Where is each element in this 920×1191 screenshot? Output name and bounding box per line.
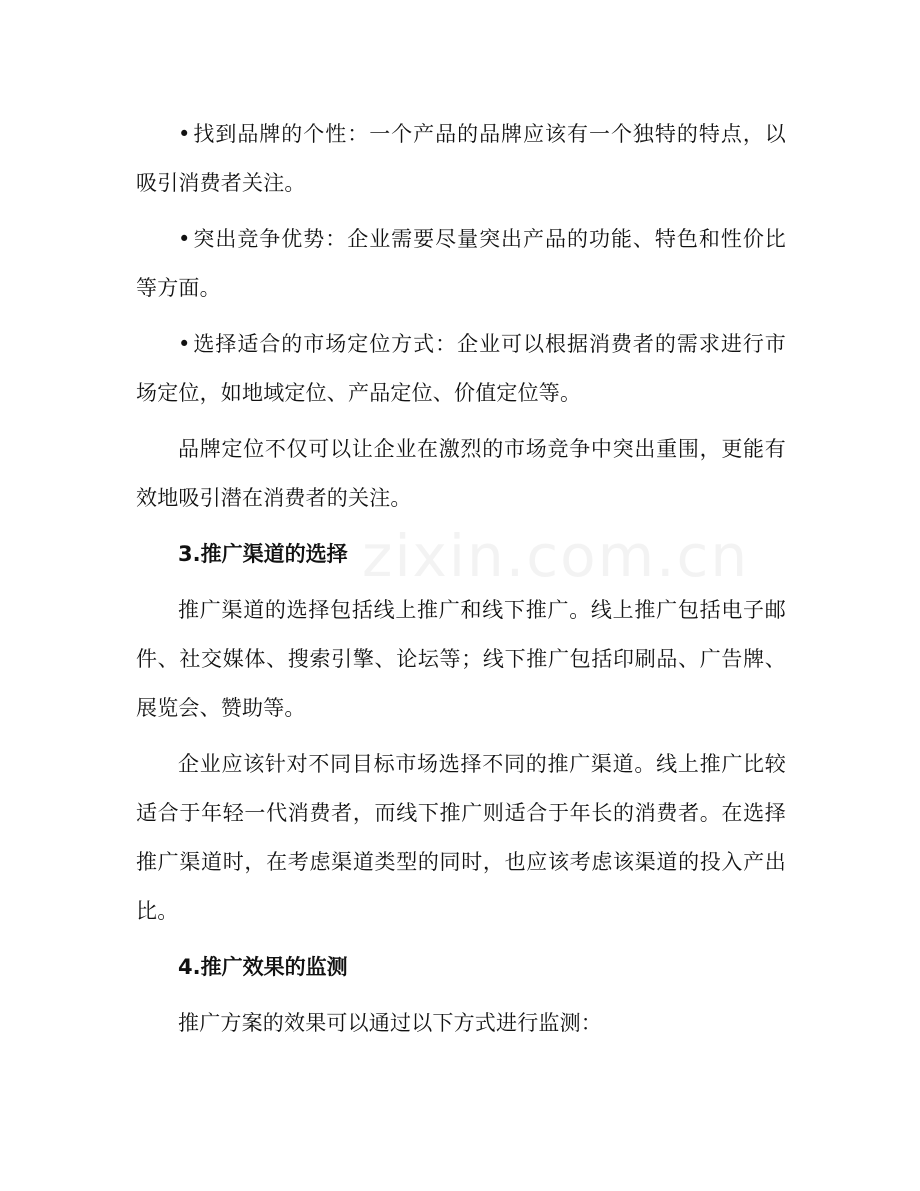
watermark: zixin.com.cn <box>362 522 750 590</box>
bullet-text: 找到品牌的个性：一个产品的品牌应该有一个独特的特点，以吸引消费者关注。 <box>136 122 786 195</box>
bullet-icon: • <box>178 122 191 146</box>
bullet-item-competitive-advantage <box>136 215 786 313</box>
bullet-text: 突出竞争优势：企业需要尽量突出产品的功能、特色和性价比等方面。 <box>136 227 786 300</box>
bullet-item-market-positioning <box>136 320 786 418</box>
paragraph-monitoring-intro: 推广方案的效果可以通过以下方式进行监测： <box>178 1011 602 1035</box>
bullet-icon: • <box>178 332 191 356</box>
document-body <box>136 110 786 1055</box>
paragraph-channels-selection: 企业应该针对不同目标市场选择不同的推广渠道。线上推广比较适合于年轻一代消费者，而线下推广则适合于年长的消费者。在选择推广渠道时，在考虑渠道类型的同时，也应该考虑该渠道的投入产出比。 <box>136 752 786 923</box>
paragraph-positioning-summary: 品牌定位不仅可以让企业在激烈的市场竞争中突出重围，更能有效地吸引潜在消费者的关注。 <box>136 437 786 510</box>
bullet-icon: • <box>178 227 191 251</box>
bullet-text: 选择适合的市场定位方式：企业可以根据消费者的需求进行市场定位，如地域定位、产品定位、价值定位等。 <box>136 332 786 405</box>
section-heading-monitoring: 4.推广效果的监测 <box>178 955 348 979</box>
paragraph-channels-types: 推广渠道的选择包括线上推广和线下推广。线上推广包括电子邮件、社交媒体、搜索引擎、论坛等；线下推广包括印刷品、广告牌、展览会、赞助等。 <box>136 598 786 720</box>
section-heading-channels: 3.推广渠道的选择 <box>178 542 348 566</box>
bullet-item-brand-personality <box>136 110 786 208</box>
